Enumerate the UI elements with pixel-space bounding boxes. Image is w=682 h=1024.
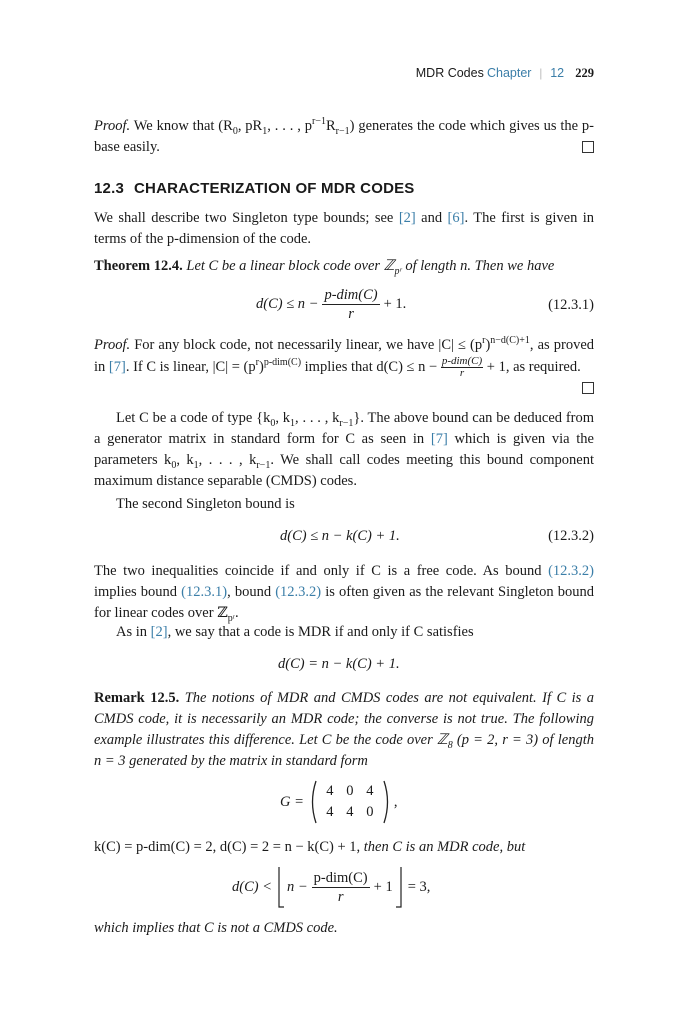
proof2-text-b: ) [485,337,491,353]
eq4-fraction [312,869,370,906]
k-line [94,837,594,858]
kline-a: k(C) = p-dim(C) = 2, d(C) = 2 = n − k(C) + 1, [94,839,361,855]
qed-box [582,141,594,153]
eq3-body: d(C) = n − k(C) + 1. [278,656,400,672]
theorem-sub: pʳ [394,265,402,277]
running-head-chapter-number: 12 [550,66,565,80]
ref-12-3-2[interactable]: (12.3.2) [548,563,594,579]
ptype-srb: r−1 [256,459,271,471]
matrix-comma: , [393,793,398,810]
citation-7b[interactable]: [7] [430,431,448,447]
theorem-12-4 [94,256,594,277]
intro-text-a: We shall describe two Singleton type bounds; see [94,210,394,226]
proof1-text-e: ) generates the code which gives [349,118,540,134]
section-title: CHARACTERIZATION OF MDR CODES [134,180,415,197]
second-bound-intro: The second Singleton bound is [116,496,295,512]
section-heading [94,180,415,197]
remark-sub: 8 [447,739,453,751]
theorem-label: Theorem 12.4. [94,258,183,274]
coincide-a: The two inequalities coincide if and only if C is a free code. As bound [94,563,542,579]
matrix-cell: 0 [346,783,354,799]
proof1-sub-0: 0 [232,125,238,137]
proof2-sup-b: n−d(C)+1 [490,335,530,347]
citation-6[interactable]: [6] [447,210,465,226]
running-head-separator: | [539,66,543,80]
eq1-numerator: p-dim(C) [324,287,378,303]
paragraph-as-in [94,622,594,643]
matrix-grid [320,783,380,821]
matrix-cell: 4 [326,783,334,799]
ptype-s0b: 0 [171,459,177,471]
proof1-text-d: R [325,118,336,134]
citation-2[interactable]: [2] [398,210,416,226]
ptype-sr: r−1 [339,417,354,429]
eq2-tag: (12.3.2) [548,528,594,544]
eq1-rhs: + 1. [383,296,407,312]
eq1-tag: (12.3.1) [548,297,594,313]
equation-floor [94,866,594,910]
proof2-line3: + 1, as required. [486,358,581,375]
eq1-fraction [322,286,379,323]
floor-right [396,866,404,908]
section-number: 12.3 [94,180,124,197]
left-paren [308,780,318,824]
coincide-e: . [234,605,239,621]
ptype-h: . We shall call codes meeting this bound component maximum distance separable (CMDS) codes. [94,452,594,489]
paragraph-coincide [94,561,594,624]
kline-b: then C is an MDR code, but [363,839,526,855]
proof2-sup-c: r [255,357,259,368]
proof-paragraph-2 [94,335,594,379]
proof2-frac-den: r [459,367,465,379]
eq1-denominator: r [348,306,354,322]
proof2-sup-a: r [482,335,486,347]
matrix-cell: 4 [326,804,334,820]
citation-2b[interactable]: [2] [150,624,168,640]
matrix-g [94,776,594,826]
proof2-line2-b: . If C is linear, |C| = (p [125,358,256,375]
proof1-sub-1: 1 [262,125,268,137]
asin-b: , we say that a code is MDR if and only if C satisfies [167,624,474,640]
ptype-f: , k [176,452,194,468]
intro-text-c: . The first is given in terms of the p-dimension of the code. [94,210,595,247]
closing-line: which implies that C is not a CMDS code. [94,920,338,936]
ptype-b: , k [275,410,291,426]
proof-paragraph-1 [94,116,594,158]
intro-text-b: and [421,210,443,226]
ref-12-3-1[interactable]: (12.3.1) [181,584,228,600]
coincide-b: implies bound [94,584,178,600]
equation-12-3-1 [94,286,594,326]
eq4-rhs: = 3, [407,878,431,895]
proof-label: Proof. [94,118,131,134]
coincide-sub: pʳ [227,612,235,624]
proof2-line2-a: as proved in [94,337,595,375]
proof1-text-a: We know that (R [133,118,233,134]
ptype-c: , . . . , k [295,410,340,426]
proof2-label: Proof. [94,337,131,353]
remark-text: The notions of MDR and CMDS codes are not equivalent. If C is a CMDS code, it is necessarily an MDR code; the converse is not true. The following example illustrates this difference. Let C be the code over ℤ [94,690,594,748]
ptype-s1b: 1 [193,459,199,471]
eq4-denominator: r [337,888,344,905]
equation-mdr [94,656,594,678]
eq1-lhs: d(C) ≤ n − [256,296,319,312]
eq4-n: n − [287,878,308,895]
proof2-line2-c: ) [258,358,264,375]
floor-left [276,866,284,908]
eq4-numerator: p-dim(C) [313,869,368,886]
intro-paragraph [94,208,594,250]
proof2-sup-d: p-dim(C) [263,357,302,368]
ptype-s1: 1 [290,417,296,429]
ptype-d: }. The above bound can be deduced from a generator matrix in standard form for C as seen in [94,410,595,447]
coincide-c: , bound [227,584,272,600]
equation-12-3-2 [94,528,594,550]
ptype-a: Let C be a code of type {k [116,410,271,426]
proof2-frac-num: p-dim(C) [441,355,483,367]
running-head-title: MDR Codes [415,66,484,80]
coincide-d: is often given as the relevant Singleton bound for linear codes over ℤ [94,584,594,621]
eq4-plus: + 1 [373,878,393,895]
proof2-text-a: For any block code, not necessarily linear, we have |C| ≤ (p [134,337,483,353]
matrix-lhs: G = [280,793,304,810]
ptype-s0: 0 [270,417,276,429]
remark-label: Remark 12.5. [94,690,180,706]
matrix-cell: 4 [366,783,374,799]
paragraph-code-type [94,408,594,492]
remark-text2: (p = 2, r = 3) of length n = 3 generated by the matrix in standard form [94,732,594,769]
proof1-sup: r−1 [311,116,326,128]
asin-a: As in [116,624,148,640]
qed-box-2 [582,382,594,394]
running-head-chapter-word: Chapter [486,66,532,80]
page-number: 229 [575,66,594,80]
proof1-text-c: , . . . , p [267,118,312,134]
ptype-e: which is given via the parameters k [94,431,594,468]
matrix-cell: 0 [366,804,374,820]
proof2-text-c: , [529,337,534,353]
matrix-cell: 4 [346,804,354,820]
eq2-body: d(C) ≤ n − k(C) + 1. [280,528,400,544]
theorem-text: Let C be a linear block code over ℤ [186,258,395,274]
remark-12-5 [94,688,594,772]
ptype-g: , . . . , k [198,452,257,468]
running-head [416,66,594,81]
ref-12-3-2b[interactable]: (12.3.2) [275,584,322,600]
citation-7[interactable]: [7] [108,358,126,375]
proof1-text-b: , pR [237,118,263,134]
proof2-line2-d: implies that d(C) ≤ n − [304,358,438,375]
proof1-line2: us the p-base easily. [94,118,595,155]
right-paren [382,780,392,824]
proof2-inline-fraction [441,356,483,379]
theorem-text2: of length n. Then we have [405,258,555,274]
eq4-lhs: d(C) < [232,878,272,895]
proof1-sub-r1: r−1 [335,125,350,137]
